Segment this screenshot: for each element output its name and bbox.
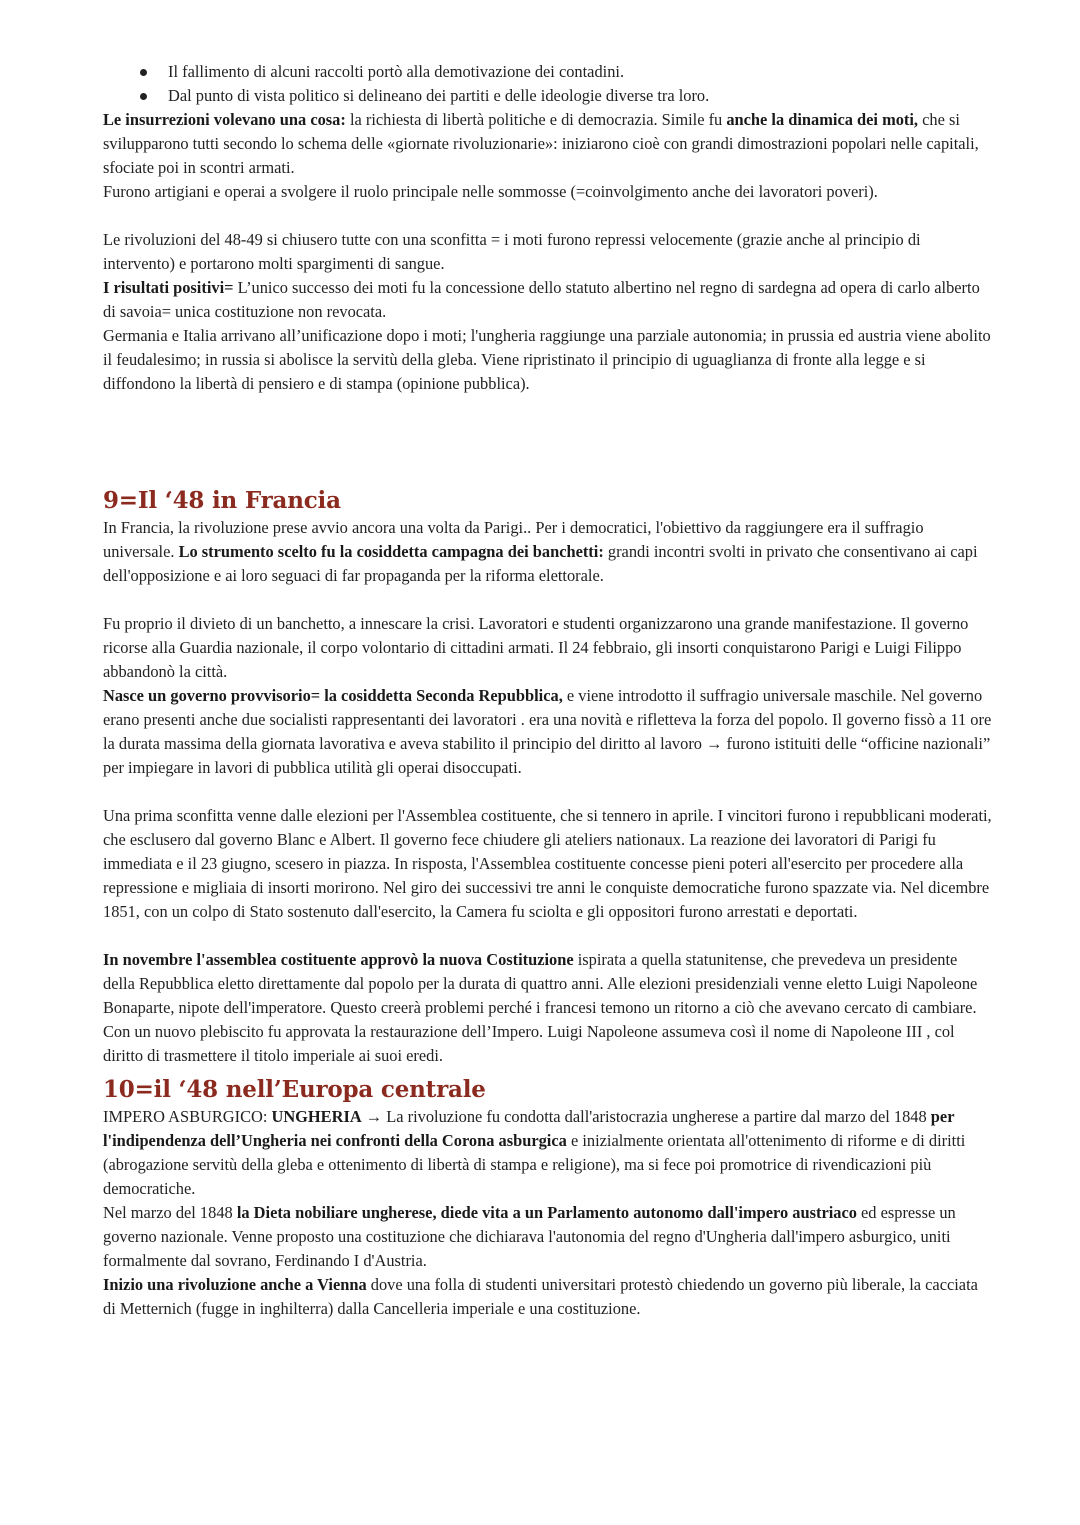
paragraph-ungheria: IMPERO ASBURGICO: UNGHERIA → La rivoluzione fu condotta dall'aristocrazia ungherese a partire dal marzo del 1848 per l'indipendenza dell’Ungheria nei confronti della Corona asburgica e inizialmente orientata all'ottenimento di riforme e di diritti (abrogazione servitù della gleba e ottenimento di libertà di stampa e religione), ma si fece poi promotrice di rivendicazioni più democratiche. — [103, 1107, 966, 1198]
paragraph-seconda-repubblica: Nasce un governo provvisorio= la cosiddetta Seconda Repubblica, e viene introdotto il suffragio universale maschile. Nel governo erano presenti anche due socialisti rappresentanti dei lavoratori . era una novità e rifletteva la forza del popolo. Il governo fissò a 11 ore la durata massima della giornata lavorativa e aveva stabilito il principio del diritto al lavoro → furono istituiti delle “officine nazionali” per impiegare in lavori di pubblica utilità gli operai disoccupati. — [103, 686, 992, 777]
section-heading-francia: 9=Il ‘48 in Francia — [103, 487, 341, 514]
paragraph-banchetto: Fu proprio il divieto di un banchetto, a innescare la crisi. Lavoratori e studenti organizzarono una grande manifestazione. Il governo ricorse alla Guardia nazionale, il corpo volontario di cittadini armati. Il 24 febbraio, gli insorti conquistarono Parigi e Luigi Filippo abbandonò la città. — [103, 614, 969, 681]
paragraph-dieta-ungherese: Nel marzo del 1848 la Dieta nobiliare ungherese, diede vita a un Parlamento autonomo dall'impero austriaco ed espresse un governo nazionale. Venne proposto una costituzione che dichiarava l'autonomia del regno d'Ungheria dall'impero asburgico, uniti formalmente dal sovrano, Ferdinando I d'Austria. — [103, 1203, 956, 1270]
bullet-item: Il fallimento di alcuni raccolti portò alla demotivazione dei contadini. — [103, 60, 993, 84]
paragraph-costituzione: In novembre l'assemblea costituente approvò la nuova Costituzione ispirata a quella statunitense, che prevedeva un presidente della Repubblica eletto direttamente dal popolo per la durata di quattro anni. Alle elezioni presidenziali venne eletto Luigi Napoleone Bonaparte, nipote dell'imperatore. Questo creerà problemi perché i francesi temono un ritorno a ciò che avevano cercato di cambiare. — [103, 950, 978, 1017]
paragraph-prima-sconfitta: Una prima sconfitta venne dalle elezioni per l'Assemblea costituente, che si tennero in aprile. I vincitori furono i repubblicani moderati, che esclusero dal governo Blanc e Albert. Il governo fece chiudere gli ateliers nationaux. La reazione dei lavoratori di Parigi fu immediata e il 23 giugno, scesero in piazza. In risposta, l'Assemblea costituente concesse pieni poteri all'esercito per procedere alla repressione e migliaia di insorti morirono. Nel giro dei successivi tre anni le conquiste democratiche furono spazzate via. Nel dicembre 1851, con un colpo di Stato sostenuto dall'esercito, la Camera fu sciolta e gli oppositori furono arrestati e deportati. — [103, 806, 992, 921]
paragraph-risultati-positivi: I risultati positivi= L’unico successo dei moti fu la concessione dello statuto albertino nel regno di sardegna ad opera di carlo alberto di savoia= unica costituzione non revocata. — [103, 278, 980, 321]
paragraph-restaurazione-impero: Con un nuovo plebiscito fu approvata la restaurazione dell’Impero. Luigi Napoleone assumeva così il nome di Napoleone III , col diritto di trasmettere il titolo imperiale ai suoi eredi. — [103, 1022, 955, 1065]
document-page — [103, 60, 993, 1321]
paragraph-unificazione: Germania e Italia arrivano all’unificazione dopo i moti; l'ungheria raggiunge una parziale autonomia; in prussia ed austria viene abolito il feudalesimo; in russia si abolisce la servitù della gleba. Viene ripristinato il principio di uguaglianza di fronte alla legge e si diffondono la libertà di pensiero e di stampa (opinione pubblica). — [103, 326, 991, 393]
paragraph-artigiani: Furono artigiani e operai a svolgere il ruolo principale nelle sommosse (=coinvolgimento anche dei lavoratori poveri). — [103, 182, 878, 201]
bullet-list — [103, 60, 993, 108]
section-heading-europa-centrale: 10=il ‘48 nell’Europa centrale — [103, 1076, 486, 1103]
bullet-item: Dal punto di vista politico si delineano dei partiti e delle ideologie diverse tra loro. — [103, 84, 993, 108]
paragraph-vienna: Inizio una rivoluzione anche a Vienna dove una folla di studenti universitari protestò chiedendo un governo più liberale, la cacciata di Metternich (fugge in inghilterra) dalla Cancelleria imperiale e una costituzione. — [103, 1275, 978, 1318]
paragraph-francia-intro: In Francia, la rivoluzione prese avvio ancora una volta da Parigi.. Per i democratici, l'obiettivo da raggiungere era il suffragio universale. Lo strumento scelto fu la cosiddetta campagna dei banchetti: grandi incontri svolti in privato che consentivano ai capi dell'opposizione e ai loro seguaci di far propaganda per la riforma elettorale. — [103, 518, 978, 585]
paragraph-insurrezioni: Le insurrezioni volevano una cosa: la richiesta di libertà politiche e di democrazia. Simile fu anche la dinamica dei moti, che si svilupparono tutti secondo lo schema delle «giornate rivoluzionarie»: iniziarono cioè con grandi dimostrazioni popolari nelle capitali, sfociate poi in scontri armati. — [103, 110, 979, 177]
paragraph-rivoluzioni-48-49: Le rivoluzioni del 48-49 si chiusero tutte con una sconfitta = i moti furono repressi velocemente (grazie anche al principio di intervento) e portarono molti spargimenti di sangue. — [103, 230, 921, 273]
